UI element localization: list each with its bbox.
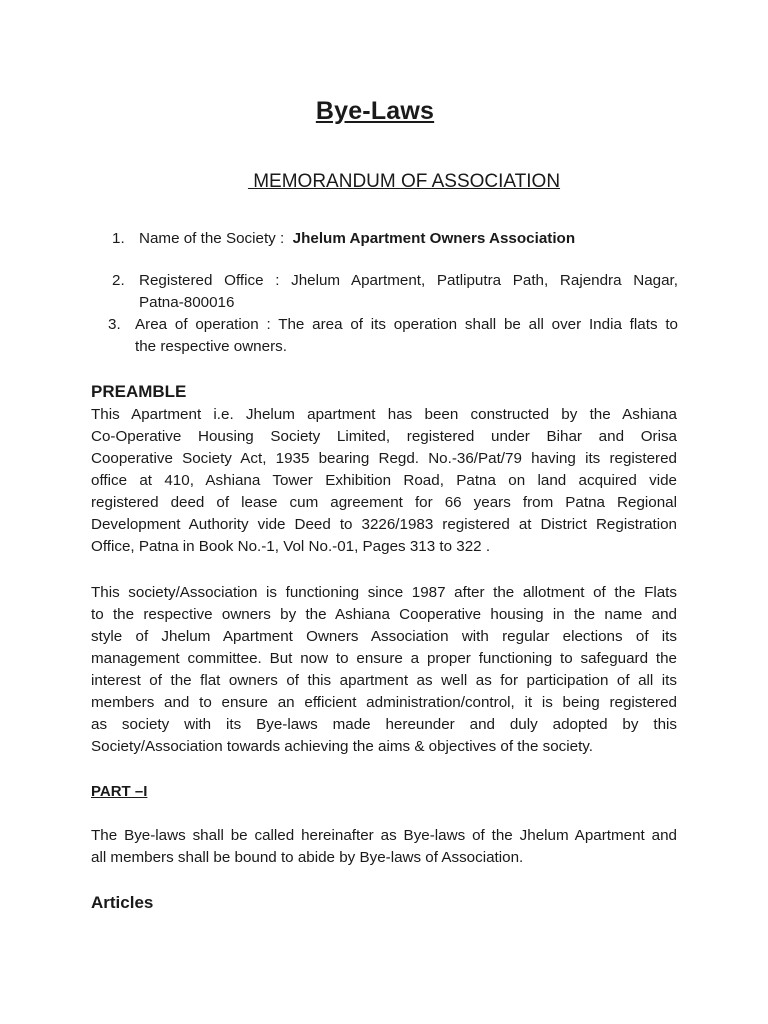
part-one-heading: PART –I xyxy=(91,783,148,800)
paragraph-line: Development Authority vide Deed to 3226/1983 registered at District Registration xyxy=(91,516,677,533)
part-one-paragraph xyxy=(91,825,677,869)
list-number: 1. xyxy=(112,230,125,247)
list-item-area-of-operation xyxy=(108,314,678,358)
paragraph-line: management committee. But now to ensure a proper functioning to safeguard the xyxy=(91,650,677,667)
paragraph-line: interest of the flat owners of this apartment as well as for participation of all its xyxy=(91,672,677,689)
paragraph-line: This society/Association is functioning since 1987 after the allotment of the Flats xyxy=(91,584,677,601)
paragraph-line: members and to ensure an efficient administration/control, it is being registered xyxy=(91,694,677,711)
paragraph-line: The Bye-laws shall be called hereinafter as Bye-laws of the Jhelum Apartment and xyxy=(91,827,677,844)
list-item-society-name xyxy=(112,228,682,250)
preamble-paragraph-2 xyxy=(91,582,677,758)
registered-office-line2: Patna-800016 xyxy=(139,294,235,311)
area-of-operation-line2: the respective owners. xyxy=(135,338,287,355)
paragraph-line: registered deed of lease cum agreement for 66 years from Patna Regional xyxy=(91,494,677,511)
paragraph-line: Society/Association towards achieving the aims & objectives of the society. xyxy=(91,738,593,755)
paragraph-line: as society with its Bye-laws made hereunder and duly adopted by this xyxy=(91,716,677,733)
paragraph-line: all members shall be bound to abide by Bye-laws of Association. xyxy=(91,849,524,866)
society-name-value: Jhelum Apartment Owners Association xyxy=(292,230,576,247)
preamble-paragraph-1 xyxy=(91,404,677,558)
paragraph-line: This Apartment i.e. Jhelum apartment has been constructed by the Ashiana xyxy=(91,406,677,423)
registered-office-line1: Registered Office : Jhelum Apartment, Patliputra Path, Rajendra Nagar, xyxy=(139,272,678,289)
paragraph-line: to the respective owners by the Ashiana Cooperative housing in the name and xyxy=(91,606,677,623)
paragraph-line: style of Jhelum Apartment Owners Association with regular elections of its xyxy=(91,628,677,645)
paragraph-line: Co-Operative Housing Society Limited, registered under Bihar and Orisa xyxy=(91,428,677,445)
list-item-registered-office xyxy=(112,270,678,314)
articles-heading: Articles xyxy=(91,893,154,912)
page-title: Bye-Laws xyxy=(315,97,435,125)
list-number: 2. xyxy=(112,272,125,289)
preamble-heading: PREAMBLE xyxy=(91,382,187,401)
list-number: 3. xyxy=(108,316,121,333)
paragraph-line: Office, Patna in Book No.-1, Vol No.-01, Pages 313 to 322 . xyxy=(91,538,491,555)
memorandum-heading: MEMORANDUM OF ASSOCIATION xyxy=(247,171,561,192)
paragraph-line: office at 410, Ashiana Tower Exhibition Road, Patna on land acquired vide xyxy=(91,472,677,489)
society-name-label: Name of the Society : xyxy=(139,230,285,247)
paragraph-line: Cooperative Society Act, 1935 bearing Regd. No.-36/Pat/79 having its registered xyxy=(91,450,677,467)
area-of-operation-line1: Area of operation : The area of its operation shall be all over India flats to xyxy=(135,316,678,333)
